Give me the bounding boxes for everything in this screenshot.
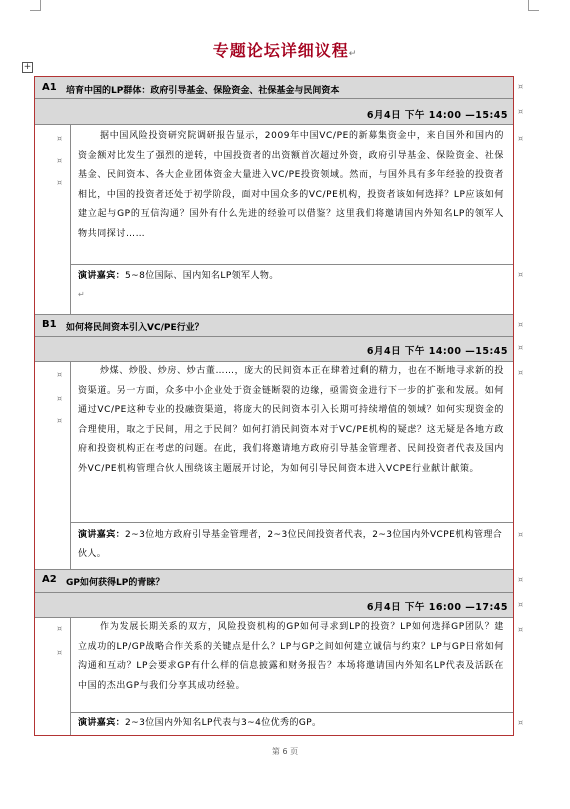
row-end-mark: ¤ <box>518 320 524 329</box>
cell-mark: ¤ <box>57 178 63 187</box>
column-divider <box>70 361 71 569</box>
session-a2-description: 作为发展长期关系的双方，风险投资机构的GP如何寻求到LP的投资？LP如何选择GP团队？建立成功的LP/GP战略合作关系的关键点是什么？LP与GP之间如何建立诚信与约束？LP与GP日常如何沟通和互动？LP会要求GP有什么样的信息披露和财务报告？本场将邀请国内外知名LP代表及活跃在中国的杰出GP与我们分享其成功经验。 <box>78 622 504 691</box>
divider <box>35 592 513 593</box>
cell-mark: ¤ <box>57 394 63 403</box>
table-move-handle-icon[interactable]: + <box>23 62 32 72</box>
row-end-mark: ¤ <box>518 575 524 584</box>
session-a1-title: 培育中国的LP群体：政府引导基金、保险资金、社保基金与民间资本 <box>66 86 340 96</box>
row-end-mark: ¤ <box>518 270 524 279</box>
session-b1-speakers <box>78 526 504 564</box>
paragraph-mark: ↵ <box>78 290 85 299</box>
divider <box>35 336 513 337</box>
crop-mark-top-right <box>528 0 539 11</box>
divider <box>70 712 513 713</box>
session-a2-code: A2 <box>42 574 57 585</box>
session-a1-speakers <box>78 267 504 286</box>
row-end-mark: ¤ <box>518 718 524 727</box>
session-a2-speakers <box>78 714 504 733</box>
row-end-mark: ¤ <box>518 625 524 634</box>
session-b1-description: 炒煤、炒股、炒房、炒古董……，庞大的民间资本正在肆着过剩的精力，也在不断地寻求新的投资渠道。另一方面，众多中小企业处于资金链断裂的边缘，亟需资金进行下一步的扩张和发展。如何通过VC/PE这种专业的投融资渠道，将庞大的民间资本引入长期可持续增值的领域？如何实现资金的合理使用，取之于民间，用之于民间？如何打消民间资本对于VC/PE机构的疑虑？这无疑是各地方政府和投资机构正在考虑的问题。在此，我们将邀请地方政府引导基金管理者、民间投资者代表及国内外VC/PE机构管理合伙人围绕该主题展开讨论，为如何引导民间资本进入VCPE行业献计献策。 <box>78 366 504 474</box>
row-end-mark: ¤ <box>518 134 524 143</box>
speaker-text: 2~3位地方政府引导基金管理者，2~3位民间投资者代表，2~3位国内外VCPE机构管理合伙人。 <box>78 530 503 559</box>
cell-mark: ¤ <box>57 648 63 657</box>
divider <box>35 124 513 125</box>
session-b1-title: 如何将民间资本引入VC/PE行业？ <box>66 323 204 333</box>
row-end-mark: ¤ <box>518 107 524 116</box>
cell-mark: ¤ <box>57 370 63 379</box>
speaker-text: 2~3位国内外知名LP代表与3~4位优秀的GP。 <box>125 718 322 728</box>
row-end-mark: ¤ <box>518 530 524 539</box>
divider <box>35 98 513 99</box>
divider <box>70 264 513 265</box>
page-title <box>0 38 570 61</box>
session-b1-time: 6月4日 下午 14:00 —15:45 <box>366 346 508 357</box>
session-a1-code: A1 <box>42 82 57 93</box>
paragraph-mark: ↵ <box>348 49 358 59</box>
page-title-text: 专题论坛详细议程 <box>212 41 349 60</box>
divider <box>35 314 513 315</box>
cell-mark: ¤ <box>57 134 63 143</box>
divider <box>70 522 513 523</box>
speaker-text: 5~8位国际、国内知名LP领军人物。 <box>125 271 279 281</box>
row-end-mark: ¤ <box>518 343 524 352</box>
row-end-mark: ¤ <box>518 600 524 609</box>
session-a2-time: 6月4日 下午 16:00 —17:45 <box>366 602 508 613</box>
row-end-mark: ¤ <box>518 82 524 91</box>
session-a1-description: 据中国风险投资研究院调研报告显示，2009年中国VC/PE的新募集资金中，来自国外和国内的资金额对比发生了强烈的逆转，中国投资者的出资额首次超过外资，政府引导基金、保险资金、社保基金、民间资本、各大企业团体资金大量进入VC/PE投资领域。然而，与国外具有多年经验的投资者相比，中国的投资者还处于初学阶段，面对中国众多的VC/PE机构，投资者该如何选择？LP应该如何建立起与GP的互信沟通？国外有什么先进的经验可以借鉴？这里我们将邀请国内外知名LP的领军人物共同探讨…… <box>78 131 504 239</box>
speaker-label: 演讲嘉宾： <box>78 718 126 728</box>
session-b1-code: B1 <box>42 319 57 330</box>
session-a2-title: GP如何获得LP的青睐？ <box>66 578 165 588</box>
column-divider <box>70 617 71 735</box>
page-footer: 第 6 页 <box>271 747 299 756</box>
speaker-label: 演讲嘉宾： <box>78 271 126 281</box>
column-divider <box>70 124 71 314</box>
cell-mark: ¤ <box>57 624 63 633</box>
divider <box>35 569 513 570</box>
speaker-label: 演讲嘉宾： <box>78 530 126 540</box>
cell-mark: ¤ <box>57 156 63 165</box>
row-end-mark: ¤ <box>518 368 524 377</box>
cell-mark: ¤ <box>57 416 63 425</box>
crop-mark-top-left <box>30 0 41 11</box>
session-a1-time: 6月4日 下午 14:00 —15:45 <box>366 110 508 121</box>
